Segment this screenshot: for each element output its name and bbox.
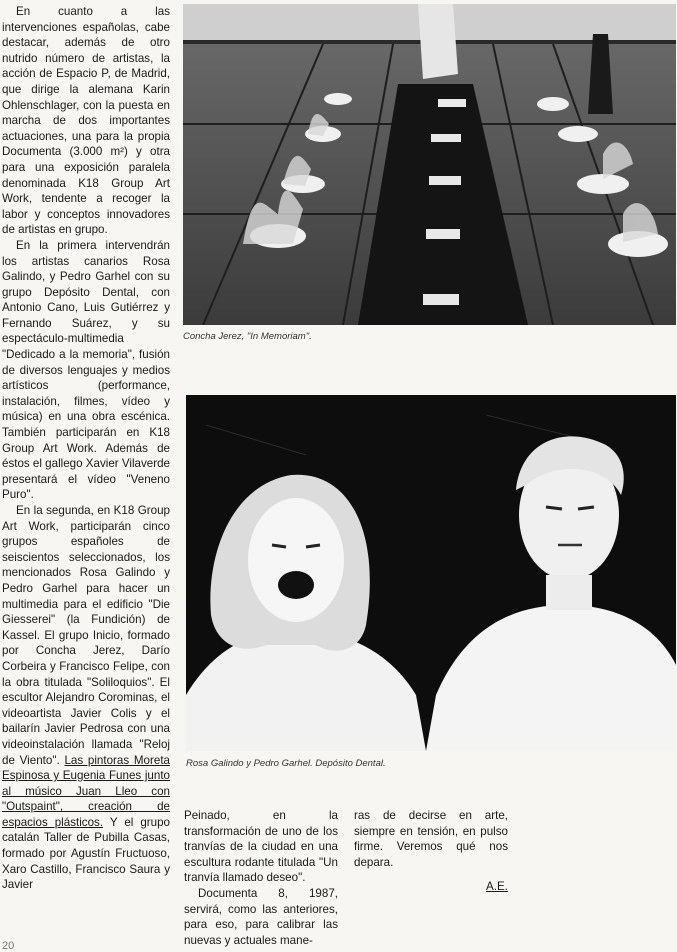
paragraph-1: En cuanto a las intervenciones españolas, cabe destacar, además de otro nutrido número de artistas, la acción de Espacio P, de Madrid, que dirige la alemana Karin Ohlenschlager, con la puesta en marcha de dos importantes actuaciones, una para la propia Documenta (3.000 m²) y otra para una exposición paralela denominada K18 Group Art Work, tendente a recoger la labor y conceptos innovadores de artistas en grupo. <box>2 5 170 237</box>
underlined-passage: Las pintoras Moreta Espinosa y Eugenia Funes junto al músico Juan Lleo con "Outspaint", creación de espacios plásticos. <box>2 753 170 829</box>
photo-in-memoriam <box>183 4 676 325</box>
paragraph-3-end: Y el grupo catalán Taller de Pubilla Casas, formado por Agustín Fructuoso, Xaro Castillo, Francisco Saura y Javier <box>2 815 170 892</box>
photo-deposito-dental <box>186 395 676 751</box>
caption-photo-2: Rosa Galindo y Pedro Garhel. Depósito Dental. <box>186 758 386 769</box>
author-initials: A.E. <box>486 880 508 893</box>
caption-photo-1: Concha Jerez, "In Memoriam". <box>183 331 312 342</box>
installation-photo-illustration <box>183 4 676 325</box>
middle-paragraph-1: Peinado, en la transformación de uno de los tranvías de la ciudad en una escultura rodante titulada "Un tranvía llamado deseo". <box>184 809 338 885</box>
paragraph-3 <box>2 503 170 893</box>
paragraph-3-text: En la segunda, en K18 Group Art Work, participarán cinco grupos españoles de seiscientos seleccionados, los mencionados Rosa Galindo y Pedro Garhel para hacer un multimedia para el edificio "Die Giesserei" (la Fundición) de Kassel. El grupo Inicio, formado por Concha Jerez, Darío Corbeira y Francisco Felipe, con la obra titulada "Soliloquios". El escultor Alejandro Corominas, el videoartista Javier Colis y el bailarín Javier Pedrosa con una videoinstalación llamada "Reloj de Viento". <box>2 504 170 767</box>
middle-paragraph-2: Documenta 8, 1987, servirá, como las anteriores, para eso, para calibrar las nuevas y actuales mane- <box>184 886 338 947</box>
left-text-column <box>2 4 170 893</box>
paragraph-2: En la primera intervendrán los artistas canarios Rosa Galindo, y Pedro Garhel con su grupo Depósito Dental, con Antonio Cano, Luis Gutiérrez y Fernando Suárez, y su espectáculo-multimedia "Dedicado a la memoria", fusión de diversos lenguajes y medios artísticos (performance, instalación, filmes, vídeo y música) en una obra escénica. También participarán en K18 Group Art Work. Además de éstos el gallego Xavier Vilaverde presentará el vídeo "Veneno Puro". <box>2 238 170 502</box>
portrait-photo-illustration <box>186 395 676 751</box>
right-text-column <box>354 808 508 870</box>
middle-text-column <box>184 808 338 948</box>
right-paragraph-1: ras de decirse en arte, siempre en tensión, en pulso firme. Veremos qué nos depara. <box>354 809 508 869</box>
page-number: 20 <box>2 940 15 952</box>
